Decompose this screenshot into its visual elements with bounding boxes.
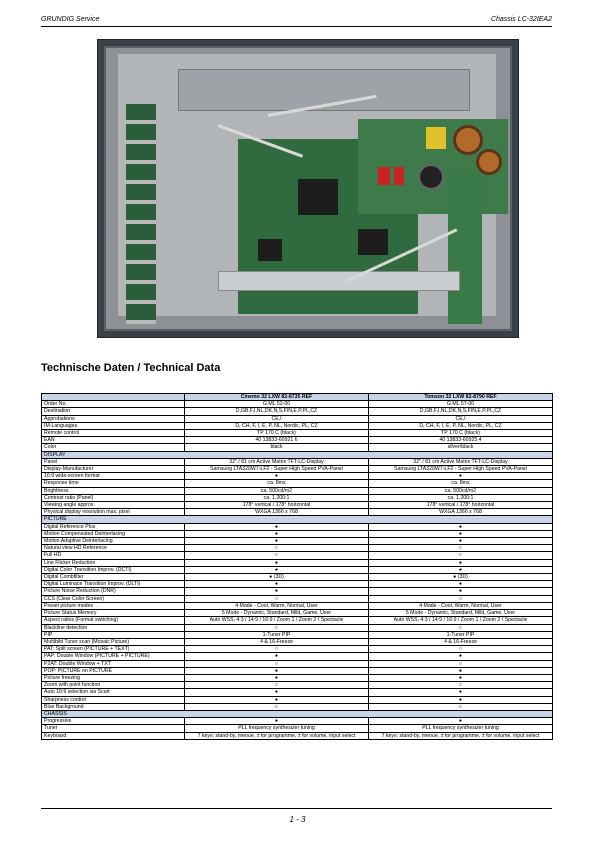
table-row <box>42 480 553 487</box>
row-value-tomson: ca. 8ms <box>369 480 553 487</box>
table-row <box>42 430 553 437</box>
row-value-tomson: 4 & 16-Freeze <box>369 638 553 645</box>
row-value-cinemo: 5 Mode - Dynamic, Standard, Mild, Game, User <box>185 610 369 617</box>
row-value-tomson: ● <box>369 674 553 681</box>
row-value-cinemo: ● <box>185 674 369 681</box>
row-value-tomson: ○ <box>369 552 553 559</box>
row-value-cinemo: ● <box>185 581 369 588</box>
table-section-row <box>42 451 553 458</box>
row-label: Contrast ratio (Panel) <box>42 494 185 501</box>
row-value-cinemo: ● <box>185 566 369 573</box>
row-value-tomson: 32" / 81 cm Active Matrix TFT-LC-Display <box>369 458 553 465</box>
row-label: PIP <box>42 631 185 638</box>
table-row <box>42 487 553 494</box>
footer-rule <box>41 808 552 809</box>
row-label: P2AT: Double Window + TXT <box>42 660 185 667</box>
row-value-cinemo: ca. 8ms <box>185 480 369 487</box>
row-label: Destination <box>42 408 185 415</box>
row-value-tomson: ● <box>369 581 553 588</box>
row-value-cinemo: TP 170 C (black) <box>185 430 369 437</box>
row-value-tomson: 178° vertical / 178° horizontal <box>369 502 553 509</box>
row-label: 16:9 wide-screen format <box>42 473 185 480</box>
row-value-tomson: 40 13833-60925 4 <box>369 437 553 444</box>
table-header-cell <box>42 394 185 401</box>
row-value-cinemo: WXGA 1366 x 768 <box>185 509 369 516</box>
row-value-cinemo: ● <box>185 696 369 703</box>
header-chassis: Chassis LC-32IEA2 <box>490 16 552 23</box>
table-row <box>42 458 553 465</box>
photo-capacitor <box>418 164 444 190</box>
row-label: Color <box>42 444 185 451</box>
photo-side-board <box>448 174 482 324</box>
row-value-tomson: ● <box>369 653 553 660</box>
photo-chip <box>298 179 338 215</box>
table-section-row <box>42 710 553 717</box>
table-row <box>42 422 553 429</box>
row-label: Approbations <box>42 415 185 422</box>
row-value-tomson: D, CH, F, I, E, P, NL, Nordic, PL, CZ <box>369 422 553 429</box>
row-value-cinemo: 4 & 16-Freeze <box>185 638 369 645</box>
row-label: Digital Luminace Transition Improv. (DLTI) <box>42 581 185 588</box>
table-row <box>42 718 553 725</box>
table-row <box>42 545 553 552</box>
table-row <box>42 667 553 674</box>
row-value-tomson: ○ <box>369 703 553 710</box>
table-row <box>42 732 553 739</box>
photo-chip <box>258 239 282 261</box>
row-value-cinemo: ○ <box>185 703 369 710</box>
table-row <box>42 674 553 681</box>
row-value-cinemo: black <box>185 444 369 451</box>
row-value-cinemo: ○ <box>185 646 369 653</box>
table-row <box>42 444 553 451</box>
row-value-tomson: ● <box>369 566 553 573</box>
row-value-cinemo: Auto WSS, 4:3 / 14:9 / 16:9 / Zoom 1 / Zoom 2 / Spectacle <box>185 617 369 624</box>
row-label: PAT: Split screen (PICTURE + TEXT) <box>42 646 185 653</box>
row-label: Picture Status Memory <box>42 610 185 617</box>
row-value-cinemo: 178° vertical / 178° horizontal <box>185 502 369 509</box>
row-value-cinemo: ● <box>185 559 369 566</box>
row-label: Picture Noise Reduction (DNR) <box>42 588 185 595</box>
row-value-tomson: ● <box>369 559 553 566</box>
row-label: Display-Manufacturer <box>42 466 185 473</box>
photo-power-supply <box>358 119 508 214</box>
row-value-tomson: Samsung LTA320W7-LF2 - Super High Speed PVA-Panel <box>369 466 553 473</box>
row-value-cinemo: G.ML 52-00 <box>185 401 369 408</box>
row-label: Viewing angle approx. <box>42 502 185 509</box>
photo-red-component <box>394 167 404 185</box>
table-header-cell: Cinemo 32 LXW 82-8735 REF <box>185 394 369 401</box>
photo-chip <box>358 229 388 255</box>
row-label: Auto 16:9 selection via Scart <box>42 689 185 696</box>
row-label: Zoom with point function <box>42 682 185 689</box>
row-label: EAN <box>42 437 185 444</box>
row-value-cinemo: ● <box>185 530 369 537</box>
row-value-cinemo: ○ <box>185 595 369 602</box>
row-value-cinemo: 7 keys: stand-by, menue, ± for programme, ± for volume, input select <box>185 732 369 739</box>
row-label: Motion Adaptive Deinterlacing <box>42 538 185 545</box>
row-value-tomson: 7 keys: stand-by, menue, ± for programme, ± for volume, input select <box>369 732 553 739</box>
table-row <box>42 509 553 516</box>
row-value-cinemo: ● (3D) <box>185 574 369 581</box>
row-label: Response time <box>42 480 185 487</box>
section-label: PICTURE <box>42 516 553 523</box>
row-label: Digital Color Transition Improv. (DCTI) <box>42 566 185 573</box>
row-label: Blue Background <box>42 703 185 710</box>
table-row <box>42 408 553 415</box>
photo-inverter-board <box>126 104 156 324</box>
row-value-tomson: WXGA 1366 x 768 <box>369 509 553 516</box>
row-value-cinemo: ○ <box>185 624 369 631</box>
section-label: DISPLAY <box>42 451 553 458</box>
row-label: Keyboard <box>42 732 185 739</box>
chassis-photo <box>97 39 519 338</box>
header-brand: GRUNDIG Service <box>41 16 100 23</box>
row-label: Progressive <box>42 718 185 725</box>
row-label: Remote control <box>42 430 185 437</box>
table-row <box>42 401 553 408</box>
row-value-cinemo: ○ <box>185 545 369 552</box>
table-row <box>42 581 553 588</box>
row-value-cinemo: ● <box>185 653 369 660</box>
table-row <box>42 437 553 444</box>
row-label: Full HD <box>42 552 185 559</box>
row-value-tomson: G.ML 57-00 <box>369 401 553 408</box>
table-row <box>42 466 553 473</box>
row-label: Digital Reference Plus <box>42 523 185 530</box>
row-label: POP: PICTURE on PICTURE <box>42 667 185 674</box>
row-value-cinemo: PLL frequency synthesizer tuning <box>185 725 369 732</box>
row-value-tomson: ca. 500cd/m2 <box>369 487 553 494</box>
table-row <box>42 703 553 710</box>
row-value-cinemo: 1-Tuner PIP <box>185 631 369 638</box>
table-row <box>42 689 553 696</box>
row-value-cinemo: ○ <box>185 682 369 689</box>
table-row <box>42 588 553 595</box>
row-value-cinemo: ● <box>185 538 369 545</box>
table-row <box>42 646 553 653</box>
table-row <box>42 617 553 624</box>
photo-bottom-bar <box>218 271 460 291</box>
section-title: Technische Daten / Technical Data <box>41 362 221 374</box>
table-row <box>42 494 553 501</box>
table-row <box>42 530 553 537</box>
row-label: Blackline detection <box>42 624 185 631</box>
row-value-cinemo: 40 13833-60921 6 <box>185 437 369 444</box>
table-row <box>42 473 553 480</box>
row-value-tomson: ● <box>369 523 553 530</box>
row-value-tomson: 1-Tuner PIP <box>369 631 553 638</box>
row-value-tomson: 4 Mode - Cool, Warm, Normal, User <box>369 602 553 609</box>
table-row <box>42 660 553 667</box>
row-value-cinemo: ● <box>185 689 369 696</box>
table-row <box>42 523 553 530</box>
table-row <box>42 538 553 545</box>
row-value-tomson: ○ <box>369 660 553 667</box>
section-label: CHASSIS <box>42 710 553 717</box>
table-row <box>42 653 553 660</box>
row-label: Panel <box>42 458 185 465</box>
row-value-cinemo: ● <box>185 523 369 530</box>
table-row <box>42 602 553 609</box>
table-header-row <box>42 394 553 401</box>
photo-yellow-component <box>426 127 446 149</box>
row-value-tomson: ● <box>369 718 553 725</box>
row-value-cinemo: ○ <box>185 660 369 667</box>
table-section-row <box>42 516 553 523</box>
row-value-cinemo: ca. 1.200:1 <box>185 494 369 501</box>
row-value-tomson: D,GB,F,I,NL,DK,N,S,FIN,E,P,PL,CZ <box>369 408 553 415</box>
row-value-tomson: ○ <box>369 624 553 631</box>
row-value-tomson: ca. 1.200:1 <box>369 494 553 501</box>
table-row <box>42 502 553 509</box>
table-body <box>42 401 553 740</box>
row-label: Motion Compensated Deinterlacing <box>42 530 185 537</box>
row-value-tomson: ○ <box>369 595 553 602</box>
row-value-cinemo: D,GB,F,I,NL,DK,N,S,FIN,E,P,PL,CZ <box>185 408 369 415</box>
row-value-cinemo: 32" / 81 cm Active Matrix TFT-LC-Display <box>185 458 369 465</box>
photo-coil <box>453 125 483 155</box>
row-label: Multibild Tuner scan (Mosaic Picture) <box>42 638 185 645</box>
photo-red-component <box>378 167 390 185</box>
header-rule <box>41 26 552 27</box>
table-row <box>42 631 553 638</box>
table-row <box>42 725 553 732</box>
technical-data-table <box>41 393 553 740</box>
row-value-tomson: ○ <box>369 646 553 653</box>
row-value-cinemo: CE,I <box>185 415 369 422</box>
row-value-tomson: ● <box>369 538 553 545</box>
photo-coil <box>476 149 502 175</box>
row-label: IM-Languages <box>42 422 185 429</box>
row-label: Preset picture modes <box>42 602 185 609</box>
row-value-cinemo: ● <box>185 588 369 595</box>
row-label: Picture freezing <box>42 674 185 681</box>
row-label: Brightness <box>42 487 185 494</box>
row-label: Sharpness control <box>42 696 185 703</box>
row-value-tomson: ○ <box>369 682 553 689</box>
table-row <box>42 566 553 573</box>
row-value-tomson: TP 170 C (black) <box>369 430 553 437</box>
row-value-cinemo: Samsung LTA320W7-LF2 - Super High Speed PVA-Panel <box>185 466 369 473</box>
row-value-cinemo: ○ <box>185 552 369 559</box>
row-value-tomson: ○ <box>369 545 553 552</box>
table-row <box>42 682 553 689</box>
row-value-tomson: ● <box>369 530 553 537</box>
row-value-cinemo: 4 Mode - Cool, Warm, Normal, User <box>185 602 369 609</box>
row-value-tomson: ● (3D) <box>369 574 553 581</box>
row-value-tomson: ● <box>369 588 553 595</box>
table-row <box>42 574 553 581</box>
table-row <box>42 559 553 566</box>
row-value-cinemo: ● <box>185 667 369 674</box>
page-number: 1 - 3 <box>289 815 306 824</box>
row-label: PAP: Double Window (PICTURE + PICTURE) <box>42 653 185 660</box>
row-value-tomson: Auto WSS, 4:3 / 14:9 / 16:9 / Zoom 1 / Zoom 2 / Spectacle <box>369 617 553 624</box>
row-value-cinemo: D, CH, F, I, E, P, NL, Nordic, PL, CZ <box>185 422 369 429</box>
row-label: Natural view HD Reference <box>42 545 185 552</box>
table-row <box>42 595 553 602</box>
row-label: Order No. <box>42 401 185 408</box>
row-value-cinemo: ca. 500cd/m2 <box>185 487 369 494</box>
table-row <box>42 415 553 422</box>
row-label: Digital Combfilter <box>42 574 185 581</box>
row-value-cinemo: ● <box>185 473 369 480</box>
row-label: Aspect ratios (Format switching) <box>42 617 185 624</box>
row-value-tomson: silver/black <box>369 444 553 451</box>
table-row <box>42 624 553 631</box>
row-value-tomson: CE,I <box>369 415 553 422</box>
table-row <box>42 610 553 617</box>
table-row <box>42 552 553 559</box>
row-value-tomson: 5 Mode - Dynamic, Standard, Mild, Game, User <box>369 610 553 617</box>
row-value-tomson: ● <box>369 689 553 696</box>
row-label: Physical display resolution max. pixel <box>42 509 185 516</box>
row-label: Tuner <box>42 725 185 732</box>
row-value-tomson: ● <box>369 696 553 703</box>
table-row <box>42 696 553 703</box>
row-label: Line Flicker Reduction <box>42 559 185 566</box>
table-row <box>42 638 553 645</box>
row-value-cinemo: ● <box>185 718 369 725</box>
row-label: CCS (Clear Color Screen) <box>42 595 185 602</box>
photo-chassis <box>118 54 496 316</box>
row-value-tomson: ● <box>369 473 553 480</box>
row-value-tomson: ● <box>369 667 553 674</box>
row-value-tomson: PLL frequency synthesizer tuning <box>369 725 553 732</box>
table-header-cell: Tomson 32 LXW 82-8790 REF <box>369 394 553 401</box>
